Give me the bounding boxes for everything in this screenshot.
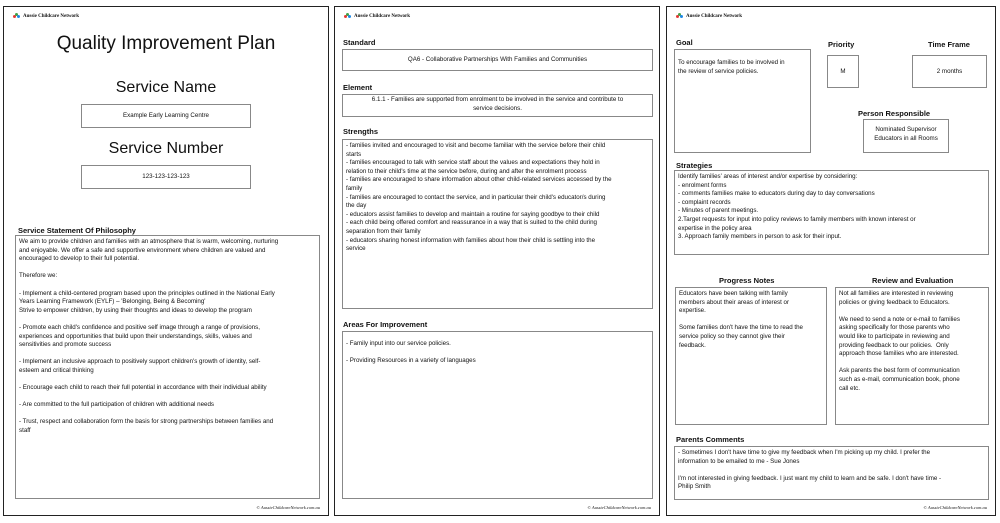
text-line bbox=[678, 466, 985, 475]
text-line: the review of service policies. bbox=[678, 67, 759, 75]
service-name-label: Service Name bbox=[115, 79, 217, 96]
text-line: - complaint records bbox=[678, 198, 731, 206]
logo-text: Aussie Childcare Network bbox=[686, 13, 743, 19]
review-label: Review and Evaluation bbox=[872, 276, 954, 285]
text-line bbox=[19, 350, 316, 359]
text-line: expertise. bbox=[679, 307, 706, 315]
text-line: the day bbox=[346, 202, 367, 210]
text-line bbox=[19, 410, 316, 419]
text-line: - families encouraged to talk with service staff about the values and expectations they hold in bbox=[346, 159, 600, 167]
text-line: - educators assist families to develop and maintain a routine for saying goodbye to their child bbox=[346, 210, 600, 218]
text-line: - comments families make to educators during day to day conversations bbox=[678, 190, 875, 198]
text-line: feedback. bbox=[679, 341, 706, 349]
text-line: expertise in the policy area bbox=[678, 224, 752, 232]
text-line bbox=[679, 316, 823, 325]
logo-icon bbox=[676, 13, 683, 19]
text-line: 3. Approach family members in person to ask for their input. bbox=[678, 233, 842, 241]
text-line bbox=[19, 393, 316, 402]
text-line: 2.Target requests for input into policy reviews to family members with known interest or bbox=[678, 215, 916, 223]
text-line: - Promote each child's confidence and positive self image through a range of provisions, bbox=[19, 323, 260, 331]
comments-box bbox=[674, 446, 989, 500]
priority-field: M bbox=[827, 55, 859, 88]
goal-label: Goal bbox=[676, 38, 693, 47]
text-line: service decisions. bbox=[473, 104, 522, 112]
text-line: Strive to empower children, by using their thoughts and ideas to develop the program bbox=[19, 306, 252, 314]
standard-label: Standard bbox=[343, 38, 376, 47]
text-line bbox=[19, 281, 316, 290]
brand-logo bbox=[676, 13, 742, 19]
person-label: Person Responsible bbox=[858, 109, 931, 118]
text-line: Therefore we: bbox=[19, 272, 58, 280]
text-line: relation to their child's time at the service before, during and after the enrolment process bbox=[346, 167, 587, 175]
text-line: Identify families' areas of interest and/or expertise by considering: bbox=[678, 173, 858, 180]
text-line: 6.1.1 - Families are supported from enrolment to be involved in the service and contribute to bbox=[371, 96, 624, 103]
progress-box bbox=[675, 287, 827, 425]
strategies-box bbox=[674, 170, 989, 255]
text-line: Educators in all Rooms bbox=[874, 134, 938, 142]
comments-label: Parents Comments bbox=[676, 435, 745, 444]
text-line: providing feedback to our policies. Only bbox=[839, 341, 949, 349]
text-line: Ask parents the best form of communication bbox=[839, 367, 960, 375]
footer-copyright: © AussieChildcareNetwork.com.au bbox=[923, 505, 987, 510]
priority-label: Priority bbox=[828, 40, 855, 49]
brand-logo bbox=[344, 13, 410, 19]
text-line: - Family input into our service policies. bbox=[346, 340, 451, 347]
text-line: Nominated Supervisor bbox=[875, 126, 937, 133]
text-line bbox=[346, 349, 649, 358]
text-line: experiences and opportunities that build upon their understandings, skills, values and bbox=[19, 332, 252, 340]
text-line: Educators have been talking with family bbox=[679, 290, 788, 297]
text-line: Years Learning Framework (EYLF) – 'Belonging, Being & Becoming' bbox=[19, 298, 206, 306]
service-number-field: 123-123-123-123 bbox=[81, 165, 251, 189]
text-line: asking specifically for those parents who bbox=[839, 324, 950, 332]
text-line: esteem and critical thinking bbox=[19, 366, 94, 374]
text-line: - enrolment forms bbox=[678, 181, 727, 189]
text-line: - families are encouraged to share information about other child-related services accessed by the bbox=[346, 176, 612, 184]
logo-icon bbox=[13, 13, 20, 19]
logo-text: Aussie Childcare Network bbox=[23, 13, 80, 19]
text-line: would like to participate in reviewing and bbox=[839, 332, 950, 340]
text-line: - Sometimes I don't have time to give my feedback when I'm picking up my child. I prefer the bbox=[678, 449, 931, 456]
text-line: family bbox=[346, 184, 363, 192]
review-box bbox=[835, 287, 989, 425]
text-line: staff bbox=[19, 427, 31, 435]
logo-text: Aussie Childcare Network bbox=[354, 13, 411, 19]
text-line: approach those families who are interested. bbox=[839, 350, 959, 358]
text-line: service bbox=[346, 245, 366, 253]
text-line: We need to send a note or e-mail to families bbox=[839, 315, 960, 323]
progress-label: Progress Notes bbox=[719, 276, 775, 285]
strengths-box bbox=[342, 139, 653, 309]
text-line bbox=[839, 307, 985, 316]
text-line: information to be emailed to me - Sue Jones bbox=[678, 457, 800, 465]
footer-copyright: © AussieChildcareNetwork.com.au bbox=[256, 505, 320, 510]
element-field bbox=[342, 94, 653, 117]
text-line: members about their areas of interest or bbox=[679, 298, 790, 306]
text-line: We aim to provide children and families with an atmosphere that is warm, welcoming, nurturing bbox=[19, 238, 279, 245]
element-label: Element bbox=[343, 83, 373, 92]
philosophy-box bbox=[15, 235, 320, 499]
improvement-box bbox=[342, 331, 653, 499]
logo-icon bbox=[344, 13, 351, 19]
text-line: encouraged to develop to their full potential. bbox=[19, 255, 140, 263]
service-number-label: Service Number bbox=[108, 140, 224, 157]
page-3 bbox=[666, 6, 996, 516]
text-line: - Minutes of parent meetings. bbox=[678, 207, 759, 215]
text-line: - Providing Resources in a variety of languages bbox=[346, 357, 476, 365]
text-line bbox=[19, 376, 316, 385]
text-line: - Implement a child-centered program based upon the principles outlined in the National Early bbox=[19, 289, 275, 297]
person-field bbox=[863, 119, 949, 153]
text-line: starts bbox=[346, 150, 362, 158]
text-line: separation from their family bbox=[346, 227, 421, 235]
text-line: service policy so they cannot give their bbox=[679, 332, 785, 340]
text-line: such as e-mail, communication book, phone bbox=[839, 375, 960, 383]
text-line: policies or giving feedback to Educators. bbox=[839, 298, 950, 306]
text-line: - Trust, respect and collaboration form the basis for strong partnerships between families and bbox=[19, 418, 274, 426]
philosophy-label: Service Statement Of Philosophy bbox=[18, 226, 136, 235]
timeframe-label: Time Frame bbox=[928, 40, 970, 49]
brand-logo bbox=[13, 13, 79, 19]
text-line: - families invited and encouraged to visit and become familiar with the service before their child bbox=[346, 142, 606, 149]
strengths-label: Strengths bbox=[343, 127, 379, 136]
strategies-label: Strategies bbox=[676, 161, 713, 170]
text-line: - each child being offered comfort and reassurance in a way that is suited to the child during bbox=[346, 219, 597, 227]
text-line bbox=[19, 264, 316, 273]
text-line: Not all families are interested in reviewing bbox=[839, 290, 954, 297]
text-line: Some families don't have the time to read the bbox=[679, 324, 803, 332]
text-line: - educators sharing honest information with families about how their child is settling into the bbox=[346, 236, 596, 244]
text-line bbox=[839, 359, 985, 368]
text-line: call etc. bbox=[839, 384, 860, 392]
page-1 bbox=[3, 6, 329, 516]
page-2 bbox=[334, 6, 660, 516]
text-line: - Implement an inclusive approach to positively support children's growth of identity, self- bbox=[19, 358, 261, 366]
text-line: I'm not interested in giving feedback. I just want my child to learn and be safe. I don't have time - bbox=[678, 474, 942, 482]
text-line: - Are committed to the full participation of children with additional needs bbox=[19, 401, 215, 409]
text-line: and enjoyable. We offer a safe and supportive environment where children are valued and bbox=[19, 246, 266, 254]
text-line: - Encourage each child to reach their full potential in accordance with their individual ability bbox=[19, 384, 267, 392]
standard-field: QA6 - Collaborative Partnerships With Families and Communities bbox=[342, 49, 653, 71]
text-line: sensitivities and promote success bbox=[19, 341, 112, 349]
text-line: - families are encouraged to contact the service, and in particular their child's educator/s during bbox=[346, 193, 606, 201]
page-title: Quality Improvement Plan bbox=[56, 33, 276, 54]
timeframe-field: 2 months bbox=[912, 55, 987, 88]
text-line: Philip Smith bbox=[678, 483, 711, 491]
text-line bbox=[19, 315, 316, 324]
goal-box bbox=[674, 49, 811, 153]
service-name-field: Example Early Learning Centre bbox=[81, 104, 251, 128]
text-line: To encourage families to be involved in bbox=[678, 59, 785, 66]
footer-copyright: © AussieChildcareNetwork.com.au bbox=[587, 505, 651, 510]
improvement-label: Areas For Improvement bbox=[343, 320, 428, 329]
